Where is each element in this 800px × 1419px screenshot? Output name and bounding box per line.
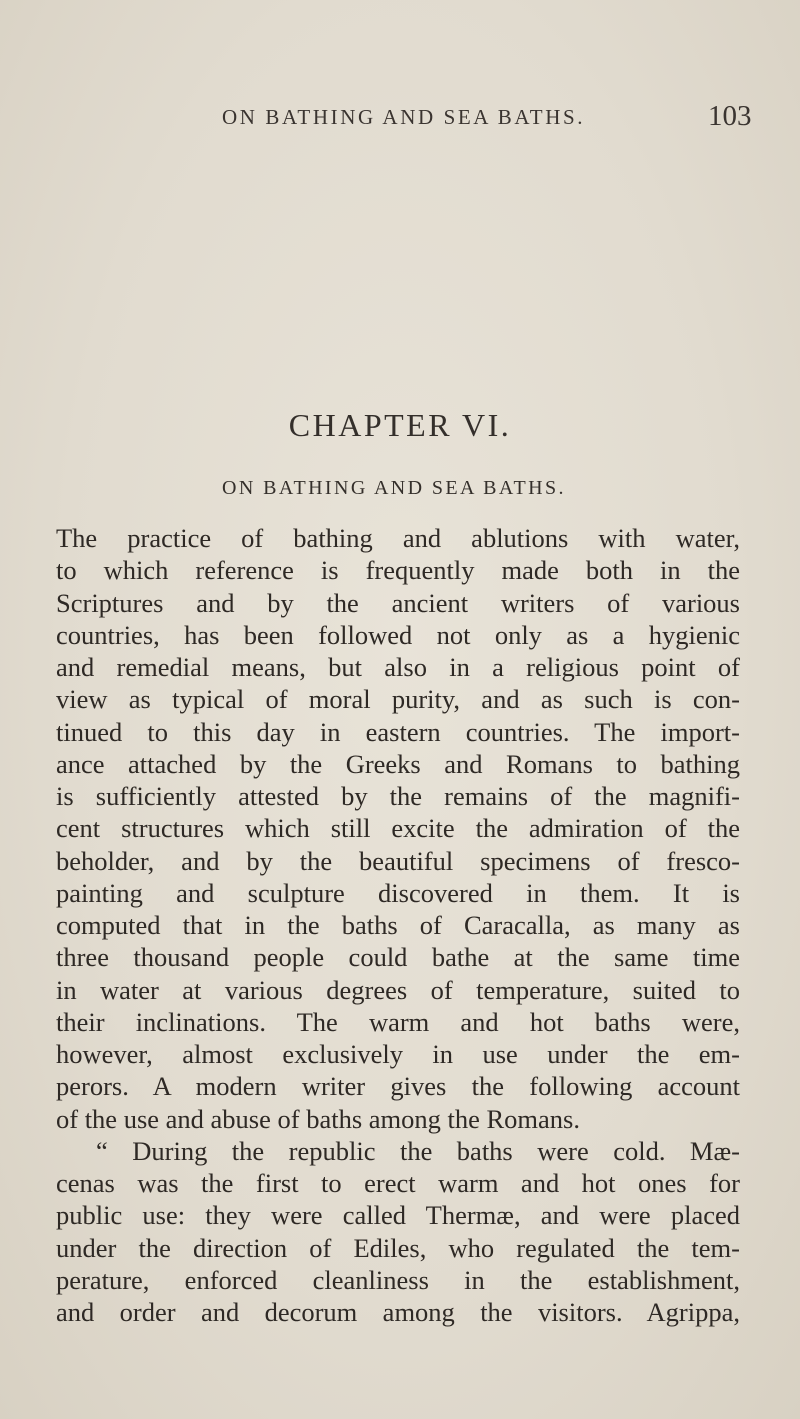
running-head: ON BATHING AND SEA BATHS. bbox=[222, 105, 586, 129]
text-line: beholder, and by the beautiful specimens of fresco- bbox=[56, 845, 740, 876]
body-text bbox=[56, 522, 740, 1328]
text-line: painting and sculpture discovered in them. It is bbox=[56, 877, 740, 908]
paragraph-2-continued bbox=[56, 1167, 740, 1328]
text-line: is sufficiently attested by the remains of the magnifi- bbox=[56, 781, 740, 811]
text-line: cenas was the first to erect warm and hot ones for bbox=[56, 1168, 740, 1198]
text-line: and order and decorum among the visitors. Agrippa, bbox=[56, 1297, 740, 1327]
chapter-title: CHAPTER VI. bbox=[288, 407, 512, 443]
text-line: Scriptures and by the ancient writers of various bbox=[56, 587, 740, 618]
text-line: of the use and abuse of baths among the Romans. bbox=[56, 1103, 580, 1134]
text-line: perature, enforced cleanliness in the establishment, bbox=[56, 1264, 740, 1295]
text-line: “ During the republic the baths were cold. Mæ- bbox=[96, 1135, 740, 1166]
text-line: The practice of bathing and ablutions with water, bbox=[56, 523, 740, 553]
text-line: view as typical of moral purity, and as such is con- bbox=[56, 684, 740, 715]
text-line: perors. A modern writer gives the following account bbox=[56, 1071, 740, 1102]
text-line: to which reference is frequently made both in the bbox=[56, 555, 740, 586]
text-line: three thousand people could bathe at the same time bbox=[56, 942, 740, 973]
text-line: tinued to this day in eastern countries. The import- bbox=[56, 716, 740, 747]
chapter-subtitle: ON BATHING AND SEA BATHS. bbox=[222, 477, 566, 499]
text-line: cent structures which still excite the admiration of the bbox=[56, 813, 740, 844]
text-line: countries, has been followed not only as a hygienic bbox=[56, 619, 740, 650]
text-line: public use: they were called Thermæ, and were placed bbox=[56, 1200, 740, 1231]
text-line: in water at various degrees of temperature, suited to bbox=[56, 974, 740, 1005]
text-line: ance attached by the Greeks and Romans to bathing bbox=[56, 748, 740, 779]
text-line: computed that in the baths of Caracalla, as many as bbox=[56, 910, 740, 940]
paragraph-2 bbox=[56, 1135, 740, 1167]
text-line: their inclinations. The warm and hot baths were, bbox=[56, 1006, 740, 1037]
text-line: under the direction of Ediles, who regulated the tem- bbox=[56, 1232, 740, 1263]
text-line: however, almost exclusively in use under the em- bbox=[56, 1039, 740, 1069]
paragraph-1 bbox=[56, 522, 740, 1135]
page-number: 103 bbox=[708, 100, 752, 132]
text-line: and remedial means, but also in a religious point of bbox=[56, 652, 740, 682]
